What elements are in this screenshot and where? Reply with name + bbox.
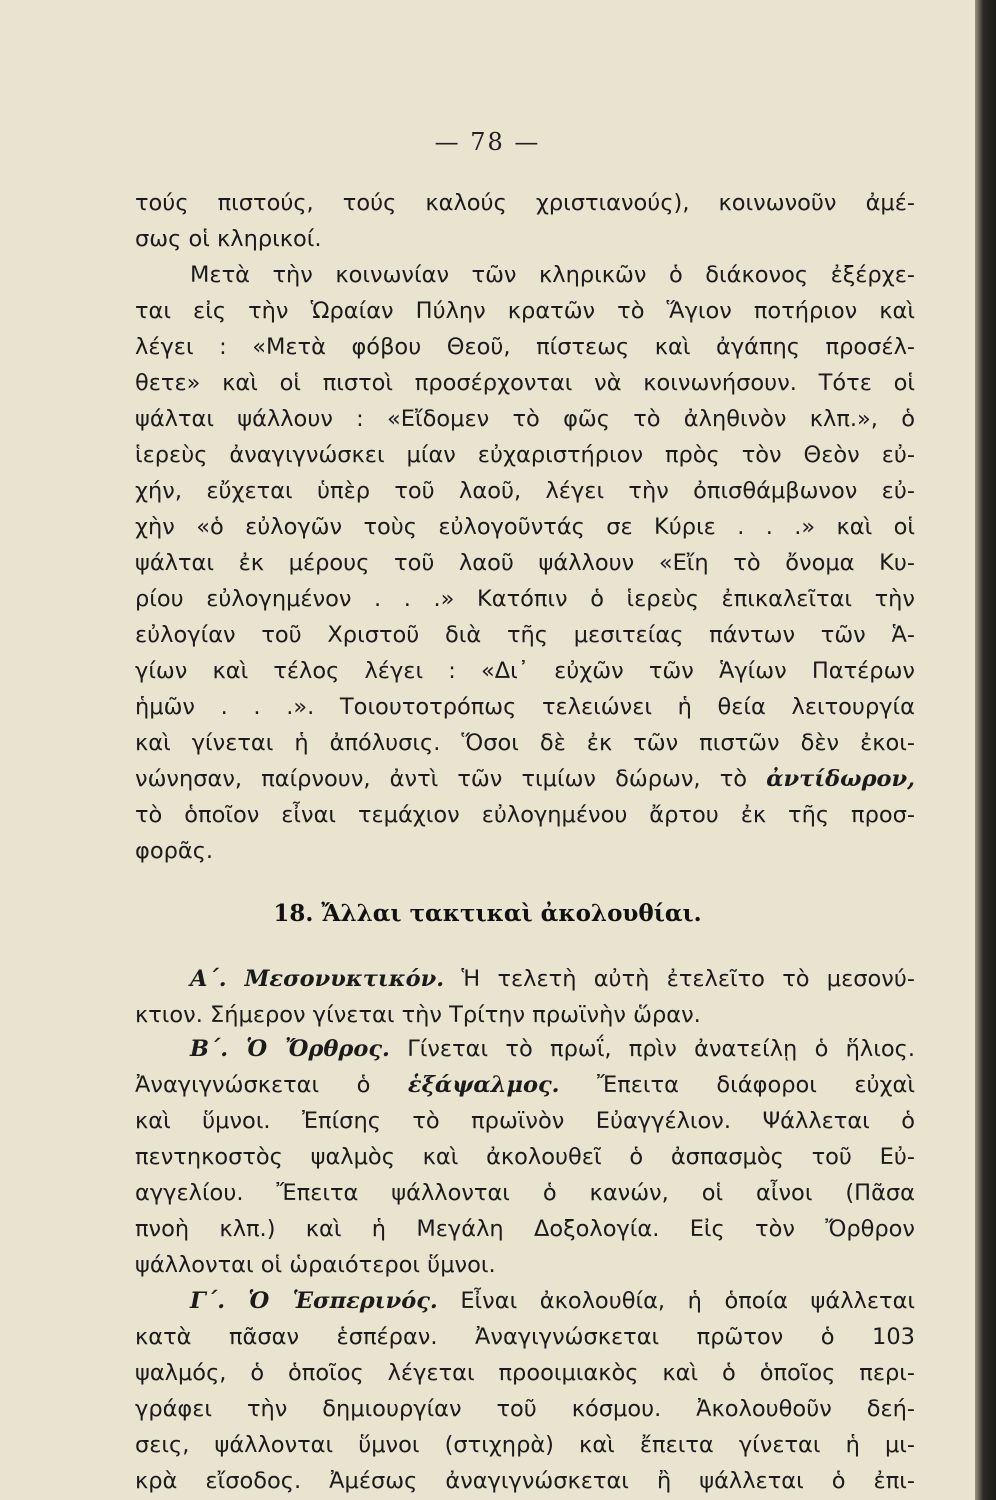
text-line	[190, 964, 915, 994]
text-line: πνοὴ κλπ.) καὶ ἡ Μεγάλη Δοξολογία. Εἰς τὸν Ὄρθρον	[135, 1216, 915, 1242]
text-line: ψαλμός, ὁ ὁποῖος λέγεται προοιμιακὸς καὶ ὁ ὁποῖος περι-	[135, 1360, 915, 1386]
text-line: αγγελίου. Ἔπειτα ψάλλονται ὁ κανών, οἱ αἶνοι (Πᾶσα	[135, 1180, 915, 1206]
page-edge-shadow	[975, 0, 996, 1500]
text-line: ρίου εὐλογημένον . . .» Κατόπιν ὁ ἱερεὺς ἐπικαλεῖται τὴν	[135, 586, 915, 612]
emphasis-term: ἀντίδωρον,	[766, 766, 916, 792]
text-line: τούς πιστούς, τούς καλούς χριστιανούς), κοινωνοῦν ἀμέ-	[135, 190, 915, 216]
text-line: ται εἰς τὴν Ὡραίαν Πύλην κρατῶν τὸ Ἅγιον ποτήριον καὶ	[135, 298, 915, 324]
text-line: φορᾶς.	[135, 838, 214, 864]
text-line: ψάλται ψάλλουν : «Εἴδομεν τὸ φῶς τὸ ἀληθινὸν κλπ.», ὁ	[135, 406, 915, 432]
text-line: ἡμῶν . . .». Τοιουτοτρόπως τελειώνει ἡ θεία λειτουργία	[135, 694, 915, 720]
text-line	[135, 764, 915, 794]
text-line	[190, 1034, 915, 1064]
text-line: κατὰ πᾶσαν ἑσπέραν. Ἀναγιγνώσκεται πρῶτον ὁ 103	[135, 1324, 915, 1350]
text-line: γράφει τὴν δημιουργίαν τοῦ κόσμου. Ἀκολουθοῦν δεή-	[135, 1396, 915, 1422]
text-line: θετε» καὶ οἱ πιστοὶ προσέρχονται νὰ κοινωνήσουν. Τότε οἱ	[135, 370, 915, 396]
text-line: ἱερεὺς ἀναγιγνώσκει μίαν εὐχαριστήριον πρὸς τὸν Θεὸν εὐ-	[135, 442, 915, 468]
text-line	[135, 1070, 915, 1100]
text-span: νώνησαν, παίρνουν, ἀντὶ τῶν τιμίων δώρων, τὸ	[135, 766, 748, 792]
text-span: Εἶναι ἀκολουθία, ἡ ὁποία ψάλλεται	[460, 1288, 916, 1314]
text-line: ψάλται ἐκ μέρους τοῦ λαοῦ ψάλλουν «Εἴη τὸ ὄνομα Κυ-	[135, 550, 915, 576]
text-line: σεις, ψάλλονται ὕμνοι (στιχηρὰ) καὶ ἔπειτα γίνεται ἡ μι-	[135, 1432, 915, 1458]
text-line: καὶ ὕμνοι. Ἐπίσης τὸ πρωϊνὸν Εὐαγγέλιον. Ψάλλεται ὁ	[135, 1108, 915, 1134]
text-line: καὶ γίνεται ἡ ἀπόλυσις. Ὅσοι δὲ ἐκ τῶν πιστῶν δὲν ἐκοι-	[135, 730, 915, 756]
subsection-label: Β΄. Ὁ Ὄρθρος.	[190, 1036, 390, 1062]
section-heading: 18. Ἄλλαι τακτικαὶ ἀκολουθίαι.	[273, 900, 702, 927]
page-number: — 78 —	[434, 128, 541, 156]
text-line: γίων καὶ τέλος λέγει : «Δι᾽ εὐχῶν τῶν Ἁγίων Πατέρων	[135, 658, 915, 684]
text-line: Μετὰ τὴν κοινωνίαν τῶν κληρικῶν ὁ διάκονος ἐξέρχε-	[190, 262, 915, 288]
text-span: Γίνεται τὸ πρωΐ, πρὶν ἀνατείλῃ ὁ ἥλιος.	[407, 1036, 915, 1062]
emphasis-term: ἑξάψαλμος.	[407, 1072, 560, 1098]
text-line: κτιον. Σήμερον γίνεται τὴν Τρίτην πρωϊνὴν ὥραν.	[135, 1002, 701, 1028]
text-line: κρὰ εἴσοδος. Ἀμέσως ἀναγιγνώσκεται ἢ ψάλλεται ὁ ἐπι-	[135, 1468, 915, 1494]
text-span: Ἀναγιγνώσκεται ὁ	[135, 1072, 371, 1098]
text-line: πεντηκοστὸς ψαλμὸς καὶ ἀκολουθεῖ ὁ ἀσπασμὸς τοῦ Εὐ-	[135, 1144, 915, 1170]
subsection-label: Α΄. Μεσονυκτικόν.	[190, 966, 445, 992]
text-line: λέγει : «Μετὰ φόβου Θεοῦ, πίστεως καὶ ἀγάπης προσέλ-	[135, 334, 915, 360]
text-line: τὸ ὁποῖον εἶναι τεμάχιον εὐλογημένου ἄρτου ἐκ τῆς προσ-	[135, 802, 915, 828]
text-line	[190, 1286, 915, 1316]
text-line: σως οἱ κληρικοί.	[135, 226, 322, 252]
text-span: Ἡ τελετὴ αὐτὴ ἐτελεῖτο τὸ μεσονύ-	[461, 966, 915, 992]
text-line: χήν, εὔχεται ὑπὲρ τοῦ λαοῦ, λέγει τὴν ὀπισθάμβωνον εὐ-	[135, 478, 915, 504]
text-line: χὴν «ὁ εὐλογῶν τοὺς εὐλογοῦντάς σε Κύριε . . .» καὶ οἱ	[135, 514, 915, 540]
subsection-label: Γ΄. Ὁ Ἑσπερινός.	[190, 1288, 438, 1314]
text-span: Ἔπειτα διάφοροι εὐχαὶ	[597, 1072, 916, 1098]
text-line: εὐλογίαν τοῦ Χριστοῦ διὰ τῆς μεσιτείας πάντων τῶν Ἁ-	[135, 622, 915, 648]
text-line: ψάλλονται οἱ ὡραιότεροι ὕμνοι.	[135, 1252, 496, 1278]
